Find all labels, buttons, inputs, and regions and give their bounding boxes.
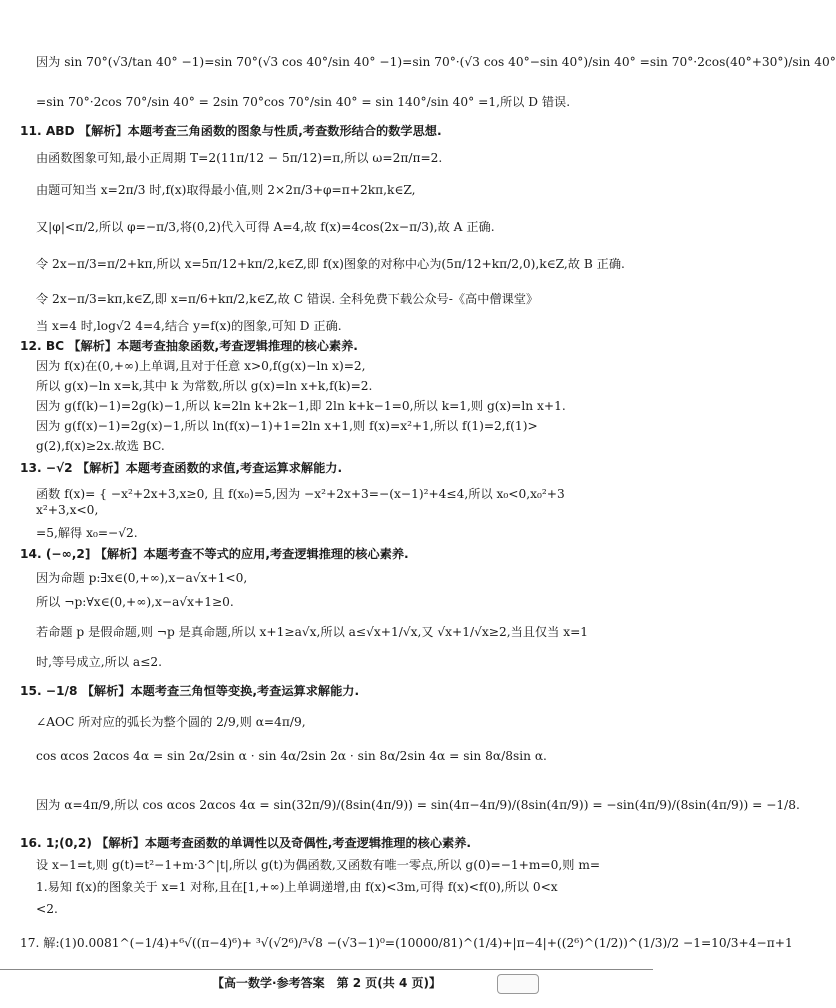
footer-box <box>497 974 539 994</box>
text-line: 由题可知当 x=2π/3 时,f(x)取得最小值,则 2×2π/3+φ=π+2kπ,k∈Z, <box>36 183 416 197</box>
text-line: 令 2x−π/3=π/2+kπ,所以 x=5π/12+kπ/2,k∈Z,即 f(x)图象的对称中心为(5π/12+kπ/2,0),k∈Z,故 B 正确. <box>36 257 625 271</box>
footer-text: 【高一数学·参考答案 第 2 页(共 4 页)】 <box>212 976 441 990</box>
text-line: =sin 70°·2cos 70°/sin 40° = 2sin 70°cos 70°/sin 40° = sin 140°/sin 40° =1,所以 D 错误. <box>36 95 571 109</box>
question-12-heading: 12. BC 【解析】本题考查抽象函数,考查逻辑推理的核心素养. <box>20 339 358 353</box>
question-17-line: 17. 解:(1)0.0081^(−1/4)+⁶√((π−4)⁶)+ ³√(√2⁶)/³√8 −(√3−1)⁰=(10000/81)^(1/4)+|π−4|+((2⁶)^(1/2))^(1/3)/2 −1=10/3+4−π+1 <box>20 936 793 950</box>
text-line: 1.易知 f(x)的图象关于 x=1 对称,且在[1,+∞)上单调递增,由 f(x)<3m,可得 f(x)<f(0),所以 0<x <box>36 880 558 894</box>
text-line: 因为 g(f(x)−1)=2g(x)−1,所以 ln(f(x)−1)+1=2ln x+1,则 f(x)=x²+1,所以 f(1)=2,f(1)> <box>36 419 538 433</box>
text-line: x²+3,x<0, <box>36 503 99 517</box>
text-line: 令 2x−π/3=kπ,k∈Z,即 x=π/6+kπ/2,k∈Z,故 C 错误. 全科免费下载公众号-《高中僧课堂》 <box>36 292 539 306</box>
text-line: <2. <box>36 902 58 916</box>
page-footer <box>0 969 653 993</box>
text-line: 若命题 p 是假命题,则 ¬p 是真命题,所以 x+1≥a√x,所以 a≤√x+1/√x,又 √x+1/√x≥2,当且仅当 x=1 <box>36 625 589 639</box>
text-line: 由函数图象可知,最小正周期 T=2(11π/12 − 5π/12)=π,所以 ω=2π/π=2. <box>36 151 443 165</box>
text-line: 设 x−1=t,则 g(t)=t²−1+m·3^|t|,所以 g(t)为偶函数,又函数有唯一零点,所以 g(0)=−1+m=0,则 m= <box>36 858 601 872</box>
question-14-heading: 14. (−∞,2] 【解析】本题考查不等式的应用,考查逻辑推理的核心素养. <box>20 547 409 561</box>
text-line: 所以 ¬p:∀x∈(0,+∞),x−a√x+1≥0. <box>36 595 234 609</box>
question-13-heading: 13. −√2 【解析】本题考查函数的求值,考查运算求解能力. <box>20 461 343 475</box>
question-11-heading: 11. ABD 【解析】本题考查三角函数的图象与性质,考查数形结合的数学思想. <box>20 124 442 138</box>
question-16-heading: 16. 1;(0,2) 【解析】本题考查函数的单调性以及奇偶性,考查逻辑推理的核心素养. <box>20 836 472 850</box>
text-line: g(2),f(x)≥2x.故选 BC. <box>36 439 165 453</box>
text-line: 函数 f(x)= { −x²+2x+3,x≥0, 且 f(x₀)=5,因为 −x²+2x+3=−(x−1)²+4≤4,所以 x₀<0,x₀²+3 <box>36 487 565 501</box>
text-line: 当 x=4 时,log√2 4=4,结合 y=f(x)的图象,可知 D 正确. <box>36 319 342 333</box>
text-line: 时,等号成立,所以 a≤2. <box>36 655 163 669</box>
text-line: 所以 g(x)−ln x=k,其中 k 为常数,所以 g(x)=ln x+k,f(k)=2. <box>36 379 373 393</box>
text-line: 因为命题 p:∃x∈(0,+∞),x−a√x+1<0, <box>36 571 248 585</box>
text-line: cos αcos 2αcos 4α = sin 2α/2sin α · sin 4α/2sin 2α · sin 8α/2sin 4α = sin 8α/8sin α. <box>36 749 547 763</box>
text-line: 因为 α=4π/9,所以 cos αcos 2αcos 4α = sin(32π/9)/(8sin(4π/9)) = sin(4π−4π/9)/(8sin(4π/9)) = −sin(4π/9)/(8sin(4π/9)) = −1/8. <box>36 798 800 812</box>
text-line: 又|φ|<π/2,所以 φ=−π/3,将(0,2)代入可得 A=4,故 f(x)=4cos(2x−π/3),故 A 正确. <box>36 220 495 234</box>
text-line: 因为 f(x)在(0,+∞)上单调,且对于任意 x>0,f(g(x)−ln x)=2, <box>36 359 366 373</box>
text-line: ∠AOC 所对应的弧长为整个圆的 2/9,则 α=4π/9, <box>36 715 306 729</box>
text-line: 因为 sin 70°(√3/tan 40° −1)=sin 70°(√3 cos 40°/sin 40° −1)=sin 70°·(√3 cos 40°−sin 40°)/sin 40° =sin 70°·2cos(40°+30°)/sin 40° <box>36 55 836 69</box>
question-15-heading: 15. −1/8 【解析】本题考查三角恒等变换,考查运算求解能力. <box>20 684 360 698</box>
text-line: 因为 g(f(k)−1)=2g(k)−1,所以 k=2ln k+2k−1,即 2ln k+k−1=0,所以 k=1,则 g(x)=ln x+1. <box>36 399 566 413</box>
text-line: =5,解得 x₀=−√2. <box>36 526 138 540</box>
